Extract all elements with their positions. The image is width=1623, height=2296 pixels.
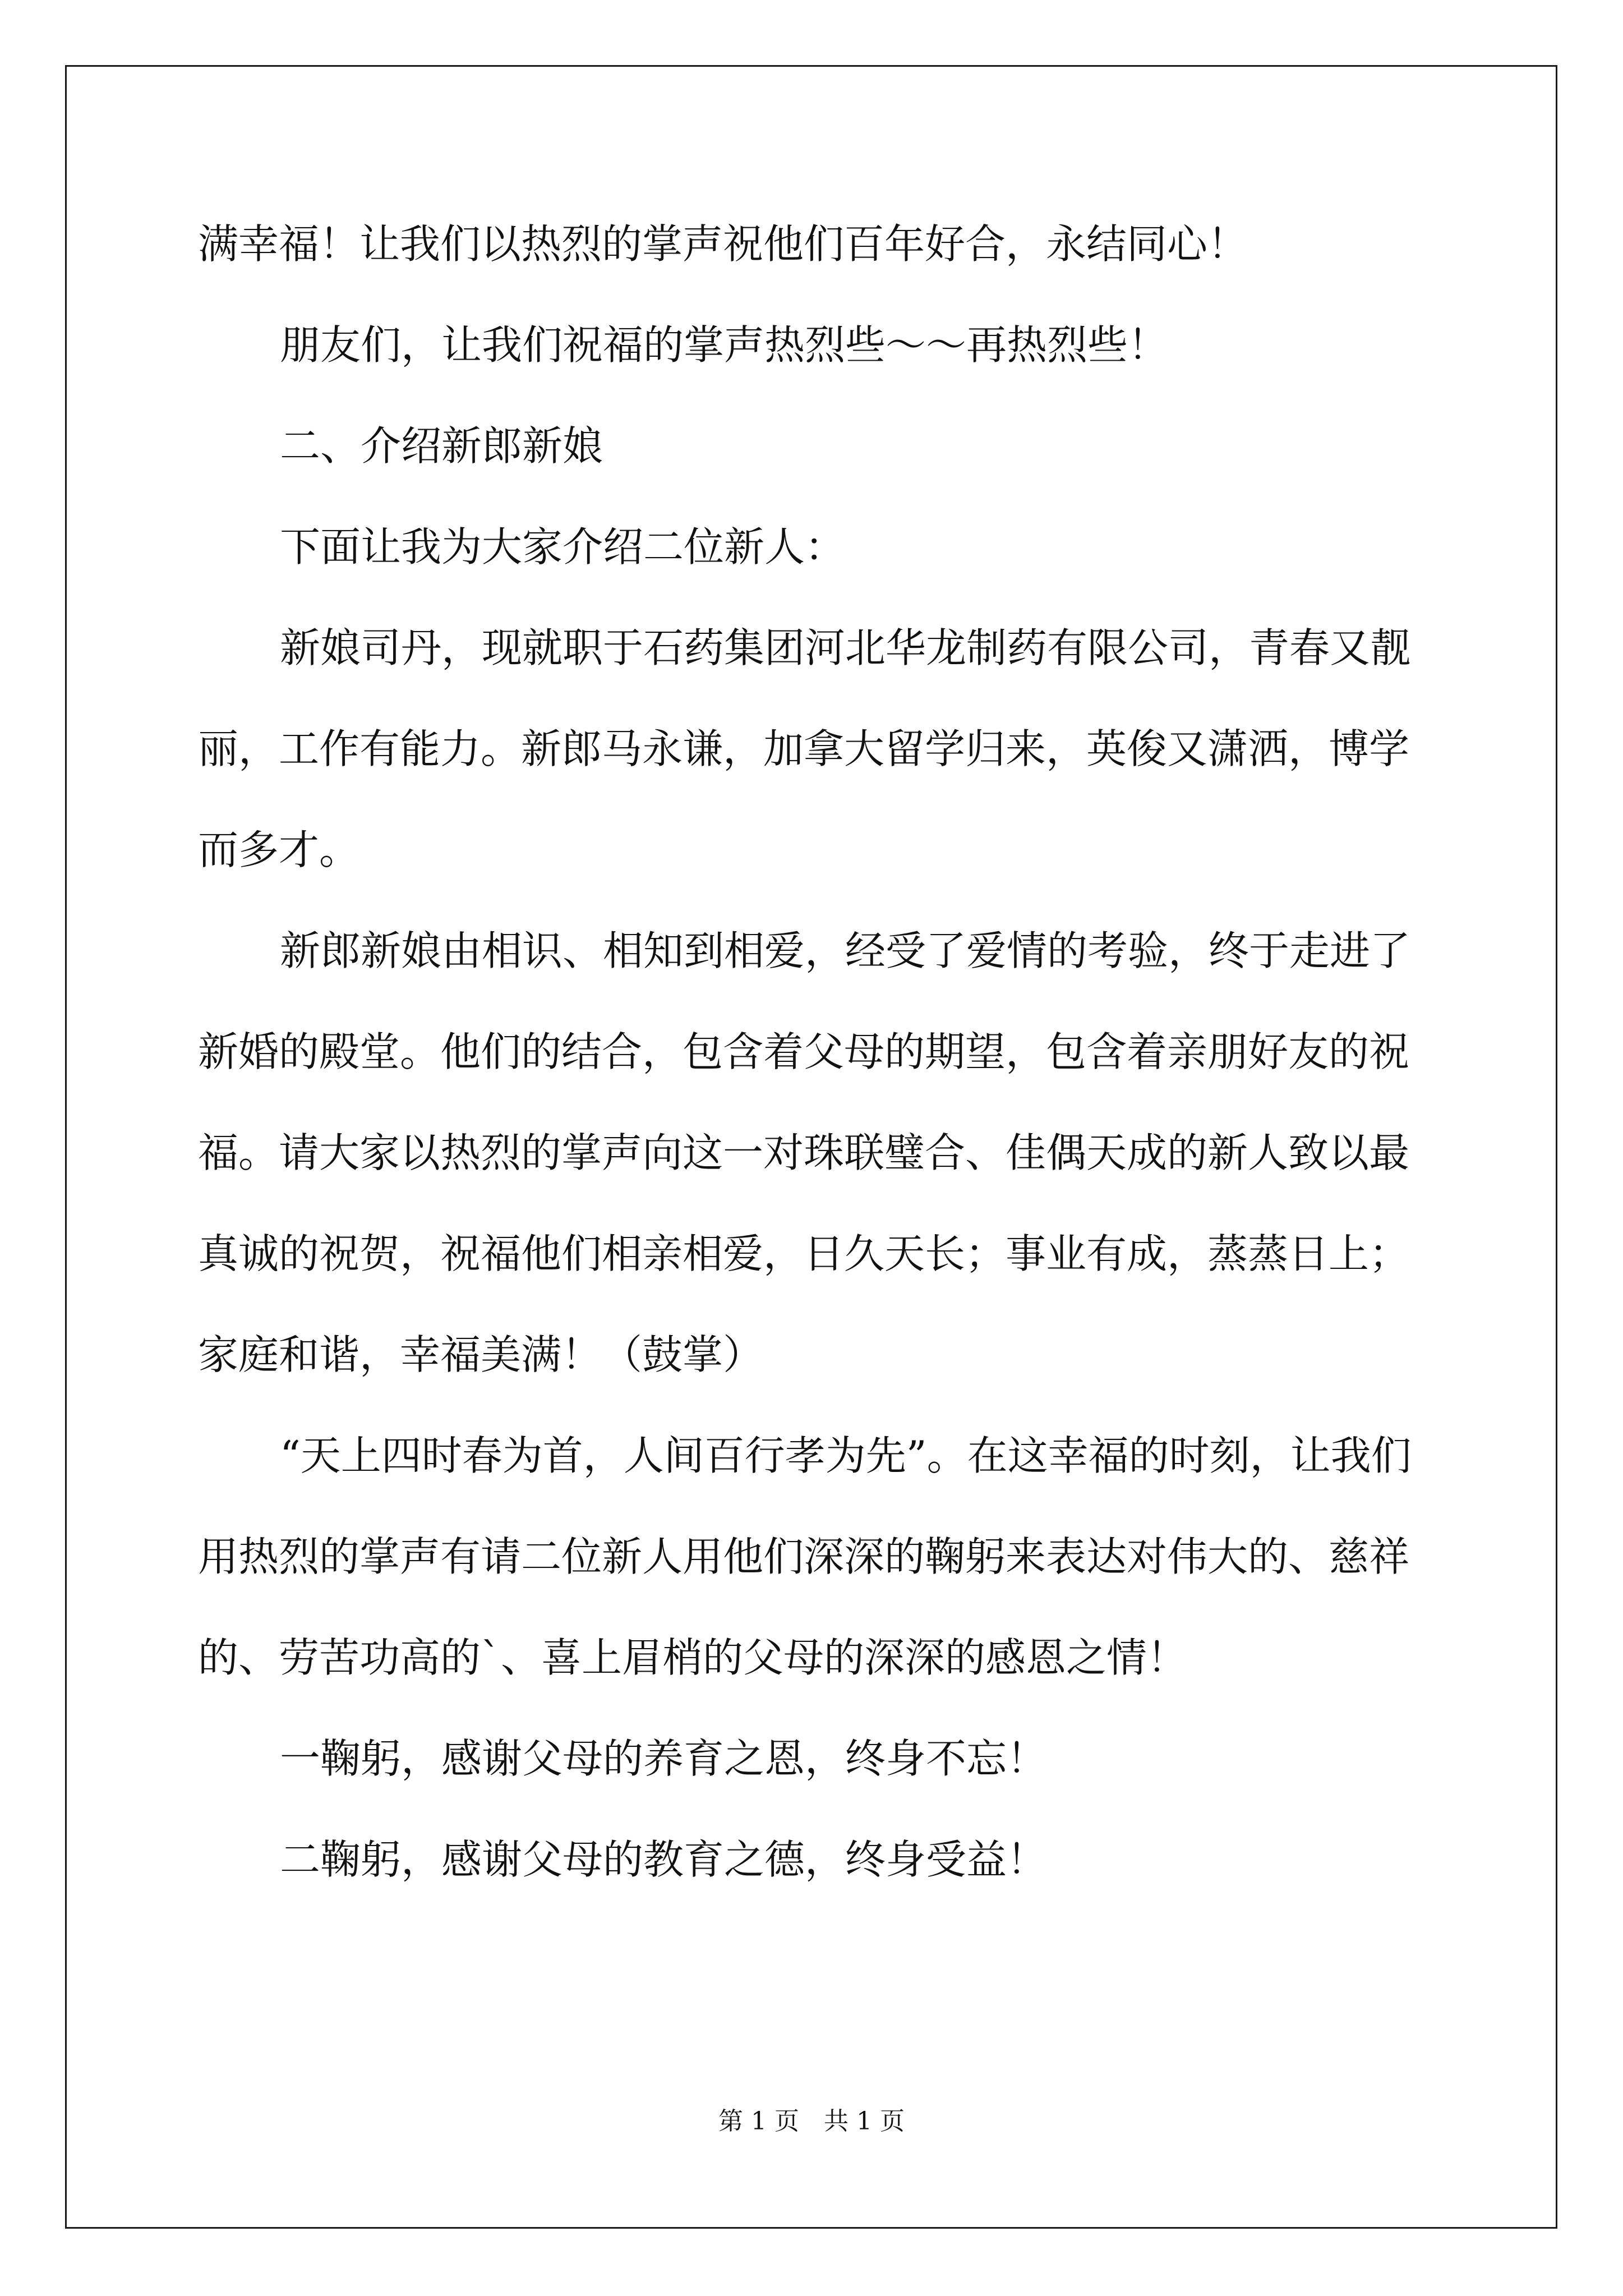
text-line: 新娘司丹，现就职于石药集团河北华龙制药有限公司，青春又靓 — [280, 624, 1411, 671]
text-line: 真诚的祝贺，祝福他们相亲相爱，日久天长；事业有成，蒸蒸日上； — [198, 1230, 1410, 1277]
section-heading: 二、介绍新郎新娘 — [280, 422, 603, 470]
text-line: 丽，工作有能力。新郎马永谦，加拿大留学归来，英俊又潇洒，博学 — [198, 725, 1410, 772]
text-line: 用热烈的掌声有请二位新人用他们深深的鞠躬来表达对伟大的、慈祥 — [198, 1533, 1410, 1580]
text-line: 家庭和谐，幸福美满！（鼓掌） — [198, 1331, 764, 1378]
text-line: 新郎新娘由相识、相知到相爱，经受了爱情的考验，终于走进了 — [280, 927, 1411, 974]
text-line: 一鞠躬，感谢父母的养育之恩，终身不忘！ — [280, 1735, 1048, 1782]
text-line: 而多才。 — [198, 826, 360, 873]
text-line: 朋友们，让我们祝福的掌声热烈些～～再热烈些！ — [280, 321, 1169, 369]
text-line: 满幸福！让我们以热烈的掌声祝他们百年好合，永结同心！ — [198, 220, 1248, 268]
text-line: “天上四时春为首，人间百行孝为先”。在这幸福的时刻，让我们 — [280, 1432, 1412, 1479]
text-line: 新婚的殿堂。他们的结合，包含着父母的期望，包含着亲朋好友的祝 — [198, 1028, 1410, 1075]
text-line: 下面让我为大家介绍二位新人： — [280, 523, 846, 570]
document-body — [198, 194, 1432, 1910]
page-number-footer: 第 1 页 共 1 页 — [718, 2107, 905, 2136]
text-line: 的、劳苦功高的`、喜上眉梢的父母的深深的感恩之情！ — [198, 1634, 1188, 1681]
text-line: 二鞠躬，感谢父母的教育之德，终身受益！ — [280, 1836, 1048, 1883]
text-line: 福。请大家以热烈的掌声向这一对珠联璧合、佳偶天成的新人致以最 — [198, 1129, 1410, 1176]
